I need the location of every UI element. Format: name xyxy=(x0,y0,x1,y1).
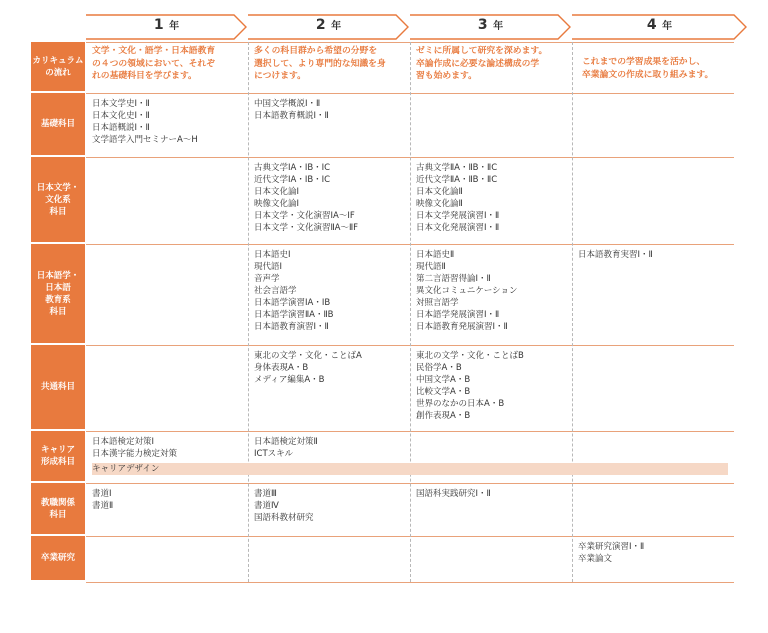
course-item: ICTスキル xyxy=(254,449,294,459)
column-divider xyxy=(248,42,249,582)
course-item: 日本文化発展演習Ⅰ・Ⅱ xyxy=(416,223,500,233)
row-divider xyxy=(86,582,734,583)
course-item: 古典文学ⅡA・ⅡB・ⅡC xyxy=(416,163,498,173)
course-item: 文学語学入門セミナーA〜H xyxy=(92,135,198,145)
course-list-lit-year-3 xyxy=(416,162,499,234)
course-item: 書道Ⅱ xyxy=(92,501,114,511)
course-item: 世界のなかの日本A・B xyxy=(416,399,505,409)
row-header-line: 科目 xyxy=(49,509,67,520)
course-item: 比較文学A・B xyxy=(416,387,471,397)
flow-text-year-4 xyxy=(582,56,713,81)
year-unit: 年 xyxy=(488,21,505,32)
course-item: 日本語教育実習Ⅰ・Ⅱ xyxy=(578,250,653,260)
course-item: 日本文学・文化演習ⅠA〜ⅠF xyxy=(254,211,355,221)
flow-line: 卒論作成に必要な論述構成の学 xyxy=(416,58,540,69)
course-item: 日本漢字能力検定対策 xyxy=(92,449,178,459)
course-list-thesis-year-4 xyxy=(578,541,644,565)
flow-line: 卒業論文の作成に取り組みます。 xyxy=(582,69,714,80)
row-header-line: 卒業研究 xyxy=(40,553,75,563)
course-item: 日本文学・文化演習ⅡA〜ⅡF xyxy=(254,223,359,233)
row-header-flow xyxy=(31,42,85,93)
course-item: 創作表現A・B xyxy=(416,411,471,421)
row-header-line: 文化系 xyxy=(45,194,71,205)
year-header-4 xyxy=(572,14,748,40)
year-number: 2 xyxy=(315,17,327,33)
course-item: 異文化コミュニケーション xyxy=(416,286,518,296)
flow-text-year-2 xyxy=(254,45,386,83)
course-list-lang-year-2 xyxy=(254,249,334,333)
course-item: 日本語概説Ⅰ・Ⅱ xyxy=(92,123,150,133)
column-divider xyxy=(572,42,573,582)
course-item: 日本語学演習ⅠA・ⅠB xyxy=(254,298,331,308)
row-header-line: カリキュラム xyxy=(32,55,84,66)
flow-line: 習も始めます。 xyxy=(416,71,477,81)
course-item: 書道Ⅳ xyxy=(254,501,279,511)
course-item: 現代語Ⅱ xyxy=(416,262,446,272)
row-header-label xyxy=(41,118,75,130)
course-list-common-year-2 xyxy=(254,350,362,386)
flow-line: 文学・文化・語学・日本語教育 xyxy=(92,46,216,56)
year-number: 1 xyxy=(153,17,165,33)
row-header-label xyxy=(37,182,80,218)
course-item: 中国文学概説Ⅰ・Ⅱ xyxy=(254,99,321,109)
row-header-label xyxy=(41,444,75,468)
course-item: 日本語学演習ⅡA・ⅡB xyxy=(254,310,334,320)
course-item: 近代文学ⅡA・ⅡB・ⅡC xyxy=(416,175,498,185)
career-design-band xyxy=(92,463,728,475)
year-label xyxy=(410,17,572,33)
year-label xyxy=(572,17,748,33)
row-header-line: 日本文学・ xyxy=(36,182,80,193)
flow-line: 多くの科目群から希望の分野を xyxy=(254,46,378,56)
course-item: 日本語学発展演習Ⅰ・Ⅱ xyxy=(416,310,500,320)
course-item: 書道Ⅲ xyxy=(254,489,277,499)
course-item: 中国文学A・B xyxy=(416,375,471,385)
flow-text-year-3 xyxy=(416,45,547,83)
course-item: 東北の文学・文化・ことばB xyxy=(416,351,524,361)
course-item: 近代文学ⅠA・ⅠB・ⅠC xyxy=(254,175,331,185)
year-unit: 年 xyxy=(657,21,674,32)
course-item: 日本文学史Ⅰ・Ⅱ xyxy=(92,99,150,109)
course-list-lang-year-3 xyxy=(416,249,518,333)
course-item: 身体表現A・B xyxy=(254,363,309,373)
course-list-teach-year-2 xyxy=(254,488,314,524)
career-design-label: キャリアデザイン xyxy=(92,464,160,474)
flow-line: これまでの学習成果を活かし、 xyxy=(582,57,706,67)
course-item: 古典文学ⅠA・ⅠB・ⅠC xyxy=(254,163,331,173)
course-list-teach-year-3 xyxy=(416,488,491,500)
course-item: 卒業論文 xyxy=(578,554,613,564)
row-header-lit xyxy=(31,157,85,244)
year-header-2 xyxy=(248,14,410,40)
course-item: 国語科実践研究Ⅰ・Ⅱ xyxy=(416,489,491,499)
course-item: 日本語史Ⅱ xyxy=(416,250,455,260)
row-header-label xyxy=(41,381,75,393)
row-header-label xyxy=(37,270,80,318)
year-label xyxy=(248,17,410,33)
year-unit: 年 xyxy=(164,21,181,32)
course-list-lang-year-4 xyxy=(578,249,653,261)
course-list-teach-year-1 xyxy=(92,488,113,512)
course-item: 映像文化論Ⅱ xyxy=(416,199,463,209)
year-label xyxy=(86,17,248,33)
course-item: 国語科教材研究 xyxy=(254,513,314,523)
flow-line: ゼミに所属して研究を深めます。 xyxy=(416,46,548,56)
year-number: 3 xyxy=(477,17,489,33)
course-item: 民俗学A・B xyxy=(416,363,462,373)
course-item: 日本文化論Ⅱ xyxy=(416,187,463,197)
year-header-1 xyxy=(86,14,248,40)
course-item: 現代語Ⅰ xyxy=(254,262,283,272)
course-item: 第二言語習得論Ⅰ・Ⅱ xyxy=(416,274,491,284)
row-header-line: 教職関係 xyxy=(40,497,75,508)
year-number: 4 xyxy=(646,17,658,33)
course-item: 日本文化史Ⅰ・Ⅱ xyxy=(92,111,150,121)
row-header-label xyxy=(41,497,75,521)
flow-line: 選択して、より専門的な知識を身 xyxy=(254,58,386,69)
flow-text-year-1 xyxy=(92,45,215,83)
row-header-basic xyxy=(31,93,85,157)
course-item: 東北の文学・文化・ことばA xyxy=(254,351,362,361)
course-list-common-year-3 xyxy=(416,350,524,422)
row-header-line: 教育系 xyxy=(45,294,71,305)
row-header-line: 日本語 xyxy=(45,282,71,293)
column-divider xyxy=(410,42,411,582)
row-header-lang xyxy=(31,244,85,345)
course-item: 社会言語学 xyxy=(254,286,297,296)
course-item: 書道Ⅰ xyxy=(92,489,112,499)
row-header-common xyxy=(31,345,85,431)
course-item: 日本文化論Ⅰ xyxy=(254,187,300,197)
row-header-label xyxy=(33,55,84,79)
row-header-line: 共通科目 xyxy=(40,382,75,392)
course-item: 卒業研究演習Ⅰ・Ⅱ xyxy=(578,542,645,552)
flow-line: の４つの領域において、それぞ xyxy=(92,58,215,69)
row-header-line: 形成科目 xyxy=(40,457,75,467)
course-item: 映像文化論Ⅰ xyxy=(254,199,300,209)
row-header-thesis xyxy=(31,536,85,582)
course-item: 日本語教育発展演習Ⅰ・Ⅱ xyxy=(416,322,508,332)
year-header-3 xyxy=(410,14,572,40)
course-item: 日本語検定対策Ⅱ xyxy=(254,437,318,447)
row-header-line: 日本語学・ xyxy=(36,270,80,281)
course-item: 日本語教育概説Ⅰ・Ⅱ xyxy=(254,111,329,121)
flow-line: れの基礎科目を学びます。 xyxy=(92,71,197,81)
course-item: 音声学 xyxy=(254,274,280,284)
course-list-lit-year-2 xyxy=(254,162,358,234)
row-header-line: 科目 xyxy=(49,306,67,317)
course-item: 日本文学発展演習Ⅰ・Ⅱ xyxy=(416,211,500,221)
row-header-teach xyxy=(31,483,85,536)
row-header-line: の流れ xyxy=(45,67,71,78)
row-header-label xyxy=(41,552,75,564)
course-item: 日本語史Ⅰ xyxy=(254,250,291,260)
row-header-career xyxy=(31,431,85,483)
course-item: 対照言語学 xyxy=(416,298,459,308)
course-list-career-year-1 xyxy=(92,436,177,460)
flow-line: につけます。 xyxy=(254,71,306,81)
course-list-basic-year-1 xyxy=(92,98,198,146)
course-list-career-year-2 xyxy=(254,436,318,460)
course-list-basic-year-2 xyxy=(254,98,329,122)
row-header-line: 科目 xyxy=(49,206,67,217)
row-header-line: 基礎科目 xyxy=(40,119,75,129)
course-item: 日本語教育演習Ⅰ・Ⅱ xyxy=(254,322,329,332)
course-item: メディア編集A・B xyxy=(254,375,325,385)
course-item: 日本語検定対策Ⅰ xyxy=(92,437,155,447)
year-unit: 年 xyxy=(326,21,343,32)
row-header-line: キャリア xyxy=(40,445,75,455)
